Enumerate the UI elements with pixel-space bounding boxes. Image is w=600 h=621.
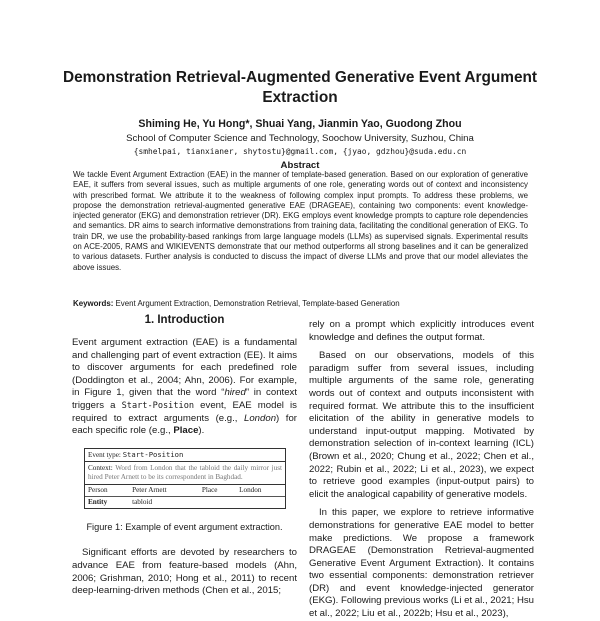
intro-p1-part-d: ) for each specific role (e.g., [72, 412, 297, 437]
intro-paragraph-1 [72, 337, 297, 438]
paper-title-line-1: Demonstration Retrieval-Augmented Generative Event Argument [62, 69, 538, 86]
intro-paragraph-r2: Based on our observations, models of this paradigm suffer from several issues, including multiple arguments of the same role, generating words out of context and outputs inconsistent with required format. We attribute this to the insufficient elicitation of the ability in generative models to understand input-output mapping. Motivated by demonstration selection of in-context learning (ICL) (Brown et al., 2020; Chung et al., 2022; Chen et al., 2022; Rubin et al., 2022; Li et al., 2023), we expect to retrieve good examples (input-output pairs) to elicit the analogical capability of generative models. [309, 350, 534, 500]
abstract-body: We tackle Event Argument Extraction (EAE) in the manner of template-based generation. Based on our exploration of generative EAE, it suffers from several issues, such as multiple arguments of one role, generating words out of context and inconsistency with prescribed format. We attribute it to the weakness of following complex input prompts. To address these problems, we propose the demonstration retrieval-augmented generative EAE (DRAGEAE), containing two components: event knowledge-injected generator (EKG) and demonstration retriever (DR). EKG employs event knowledge prompts to capture role dependencies and semantics. DR aims to search informative demonstrations from training data, facilitating the conditional generation of EKG. To train DR, we use the probability-based rankings from large language models (LLMs) as supervised signals. Experimental results on ACE-2005, RAMS and WIKIEVENTS demonstrate that our method outperforms all strong baselines and it can be generalized to various datasets. Further analysis is conducted to discuss the impact of diverse LLMs and prove that our model alleviates the above issues. [73, 170, 528, 272]
figure-event-type-label: Event type: [88, 450, 123, 459]
paper-title-line-2: Extraction [262, 89, 338, 106]
keywords-text: Event Argument Extraction, Demonstration Retrieval, Template-based Generation [115, 299, 400, 308]
table-row [85, 485, 285, 497]
figure-event-type-row [85, 449, 285, 462]
figure-context-row [85, 462, 285, 485]
intro-paragraph-r1: rely on a prompt which explicitly introduces event knowledge and defines the output format. [309, 319, 534, 343]
figure-event-type-value: Start-Position [122, 449, 184, 459]
table-cell: Entity [85, 496, 129, 508]
table-cell: Person [88, 485, 108, 494]
keywords-line [73, 299, 528, 309]
affiliation: School of Computer Science and Technology, Soochow University, Suzhou, China [126, 133, 474, 144]
figure-1-box [84, 448, 286, 509]
table-cell [236, 496, 285, 508]
author-emails: {smhelpai, tianxianer, shytostu}@gmail.com, {jyao, gdzhou}@suda.edu.cn [133, 147, 467, 156]
figure-1-caption: Figure 1: Example of event argument extraction. [86, 521, 283, 532]
intro-p1-part-e: ). [198, 425, 205, 437]
intro-p1-place: Place [173, 425, 199, 437]
keywords-label: Keywords: [73, 299, 114, 308]
intro-p1-part-c: event, EAE model is required to extract arguments (e.g., [72, 399, 297, 424]
intro-paragraph-r3: In this paper, we explore to retrieve informative demonstrations for generative EAE model to better make predictions. We propose a framework DRAGEAE (Demonstration Retrieval-augmented Generative Event Argument Extraction). It contains two essential components: demonstration retriever (DR) and event knowledge-injected generator (EKG). Following previous works (Li et al., 2021; Hsu et al., 2022; Liu et al., 2022b; Hsu et al., 2023), [309, 507, 535, 620]
figure-argument-table [85, 485, 285, 508]
intro-p1-part-a: Event argument extraction (EAE) is a fundamental and challenging part of event extraction (EE). It aims to discover arguments for each predefined role (Doddington et al., 2004; Ahn, 2006). For example, in Figure 1, given that the word “ [72, 337, 297, 399]
figure-context-text: Word from London that the tabloid the daily mirror just hired Peter Arnett to be its correspondent in Baghdad. [88, 463, 282, 481]
paper-title [40, 68, 560, 108]
left-column [72, 313, 297, 598]
intro-p1-part-b: ” in context triggers a [72, 387, 297, 411]
table-cell: Peter Arnett [132, 485, 167, 494]
intro-p1-event-type: Start-Position [121, 400, 195, 411]
table-cell: tabloid [129, 496, 199, 508]
author-list: Shiming He, Yu Hong*, Shuai Yang, Jianmin Yao, Guodong Zhou [138, 118, 462, 130]
figure-context-label: Context: [88, 463, 113, 472]
right-column [309, 319, 534, 621]
intro-p1-london: London [244, 412, 277, 424]
table-cell: London [239, 485, 262, 494]
table-cell [199, 496, 236, 508]
intro-paragraph-2: Significant efforts are devoted by researchers to advance EAE from feature-based models (Ahn, 2006; Grishman, 2010; Hong et al., 2011) to recent deep-learning-driven methods (Chen et al., 2015; [72, 547, 297, 597]
section-heading-introduction: 1. Introduction [144, 314, 225, 326]
table-row [85, 496, 285, 508]
table-cell: Place [201, 485, 218, 494]
abstract-heading: Abstract [280, 160, 320, 171]
intro-p1-hired: hired [224, 387, 246, 399]
